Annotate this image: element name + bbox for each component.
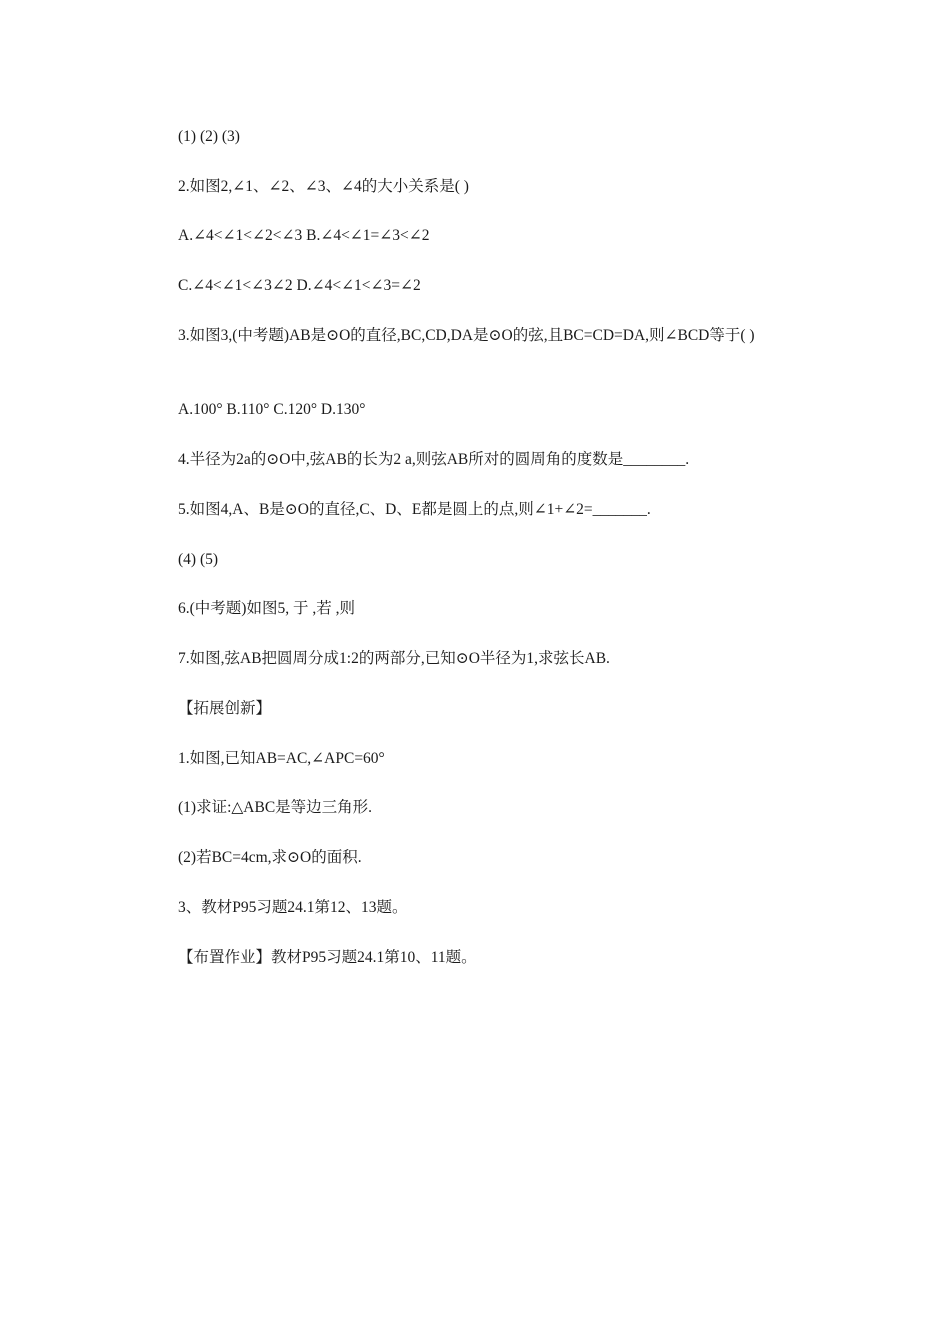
paragraph-figure-labels-4-5: (4) (5) <box>178 551 219 568</box>
section-heading-extension: 【拓展创新】 <box>178 700 272 717</box>
extension-question-1: 1.如图,已知AB=AC,∠APC=60° <box>178 750 385 767</box>
question-2-options-ab: A.∠4<∠1<∠2<∠3 B.∠4<∠1=∠3<∠2 <box>178 227 430 244</box>
question-2-options-cd: C.∠4<∠1<∠3∠2 D.∠4<∠1<∠3=∠2 <box>178 277 421 294</box>
question-4: 4.半径为2a的⊙O中,弦AB的长为2 a,则弦AB所对的圆周角的度数是________. <box>178 451 690 468</box>
extension-question-1-part-2: (2)若BC=4cm,求⊙O的面积. <box>178 849 362 866</box>
question-3-options: A.100° B.110° C.120° D.130° <box>178 401 366 418</box>
question-7: 7.如图,弦AB把圆周分成1:2的两部分,已知⊙O半径为1,求弦长AB. <box>178 650 610 667</box>
question-3: 3.如图3,(中考题)AB是⊙O的直径,BC,CD,DA是⊙O的弦,且BC=CD=DA,则∠BCD等于( ) <box>178 327 755 344</box>
paragraph-figure-labels-1-3: (1) (2) (3) <box>178 128 240 145</box>
textbook-exercise-item-3: 3、教材P95习题24.1第12、13题。 <box>178 899 408 916</box>
homework-assignment: 【布置作业】教材P95习题24.1第10、11题。 <box>178 949 477 966</box>
extension-question-1-part-1: (1)求证:△ABC是等边三角形. <box>178 799 373 816</box>
question-2: 2.如图2,∠1、∠2、∠3、∠4的大小关系是( ) <box>178 178 469 195</box>
question-6: 6.(中考题)如图5, 于 ,若 ,则 <box>178 600 355 617</box>
question-5: 5.如图4,A、B是⊙O的直径,C、D、E都是圆上的点,则∠1+∠2=_______. <box>178 501 651 518</box>
